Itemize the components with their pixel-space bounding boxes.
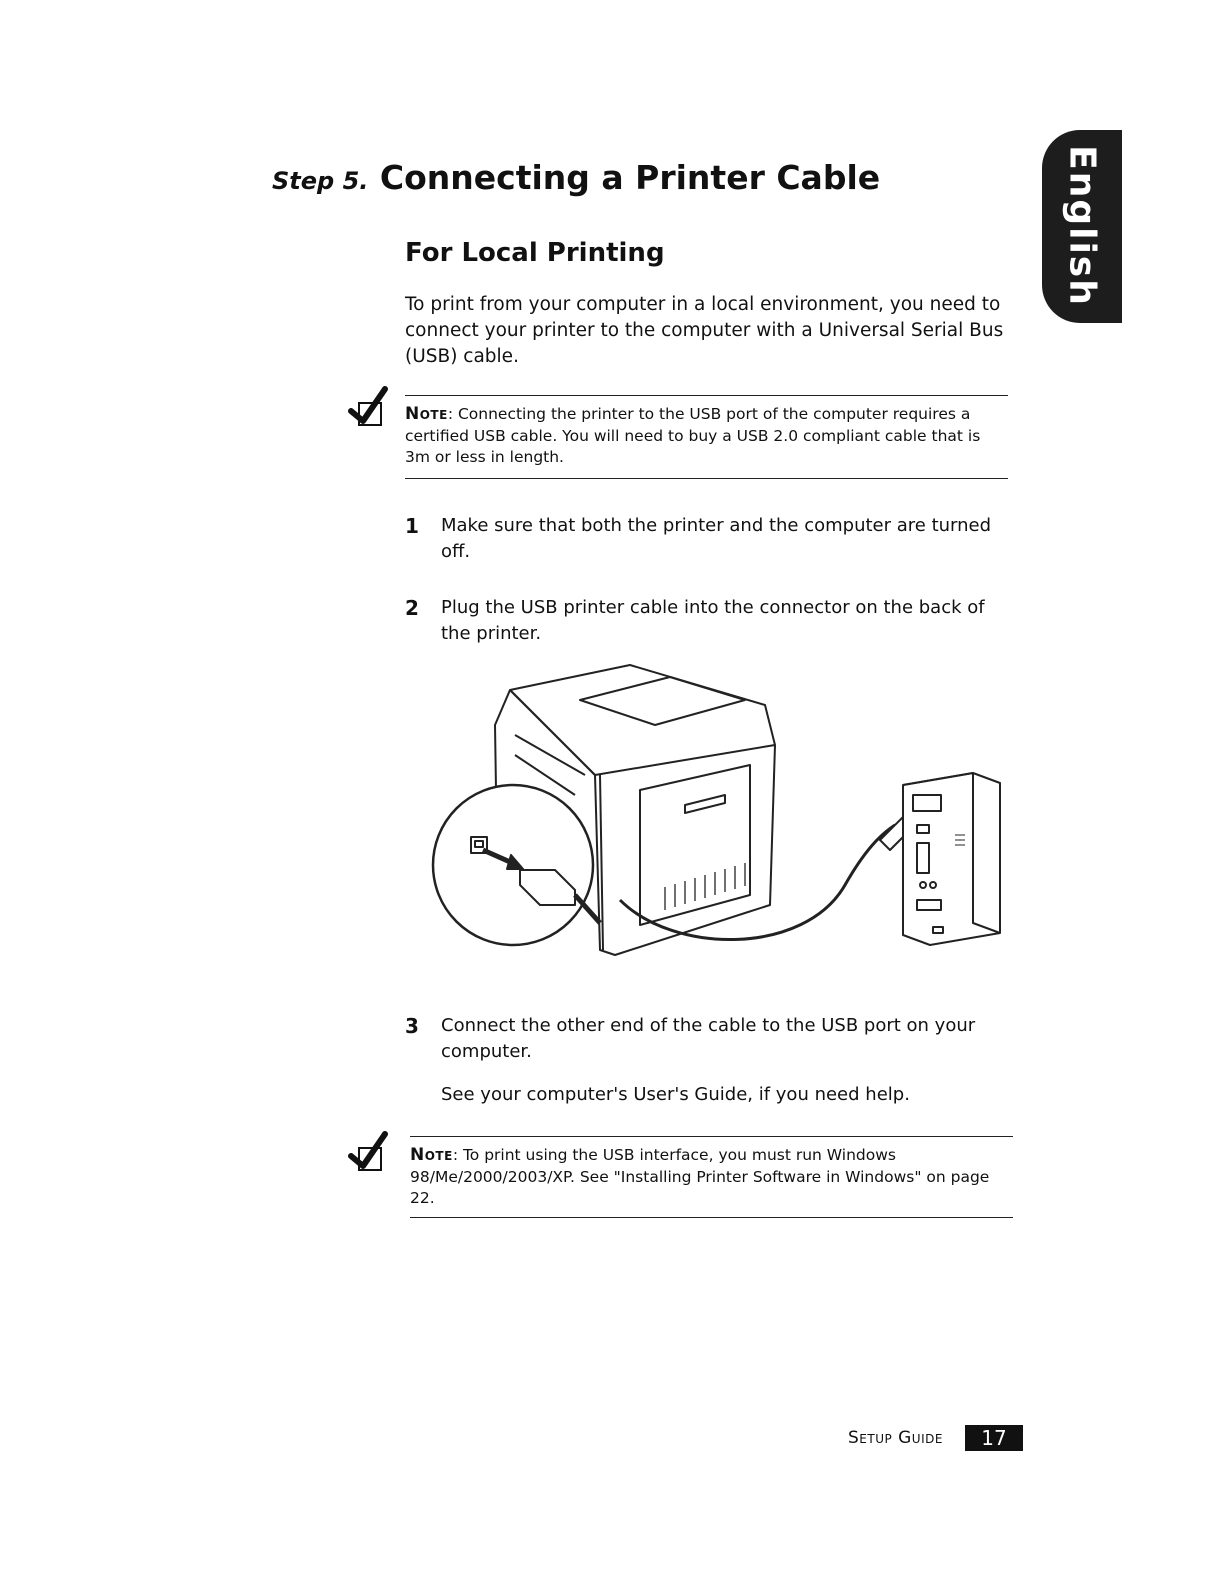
language-tab [1042,130,1122,323]
note2-label: Note [410,1145,453,1165]
language-tab-label: English [1061,145,1103,307]
note2 [410,1145,1015,1210]
step-text: Plug the USB printer cable into the connector on the back of the printer. [441,597,985,644]
step-text: Make sure that both the printer and the computer are turned off. [441,515,992,562]
computer-tower-illustration [903,773,1000,945]
note2-bottom-rule [410,1217,1013,1218]
step-number: 2 [405,596,419,620]
printer-connection-illustration [425,655,1015,965]
page-title [272,158,880,197]
note1-top-rule [405,395,1008,396]
note2-top-rule [410,1136,1013,1137]
checkmark-icon [345,385,393,433]
step-text: Connect the other end of the cable to the USB port on your computer. [441,1015,976,1062]
note1-text: : Connecting the printer to the USB port of the computer requires a certified USB cable. You will need to buy a USB 2.0 compliant cable that is 3m or less in length. [405,405,981,466]
step-number: 3 [405,1014,419,1038]
usb-port-zoom-detail [433,785,600,945]
intro-paragraph: To print from your computer in a local environment, you need to connect your printer to the computer with a Universal Serial Bus (USB) cable. [405,294,1004,367]
footer-label: Setup Guide [848,1428,943,1448]
step-title-text: Connecting a Printer Cable [379,158,881,197]
section-title: For Local Printing [405,238,665,268]
note1-label: Note [405,404,448,424]
step-prefix: Step 5. [272,167,369,195]
step-number: 1 [405,514,419,538]
help-text: See your computer's User's Guide, if you need help. [441,1084,910,1105]
page-number: 17 [965,1425,1023,1451]
note1-bottom-rule [405,478,1008,479]
note1 [405,404,1010,469]
note2-text: : To print using the USB interface, you must run Windows 98/Me/2000/2003/XP. See "Installing Printer Software in Windows" on page 22. [410,1146,990,1207]
checkmark-icon [345,1130,393,1178]
